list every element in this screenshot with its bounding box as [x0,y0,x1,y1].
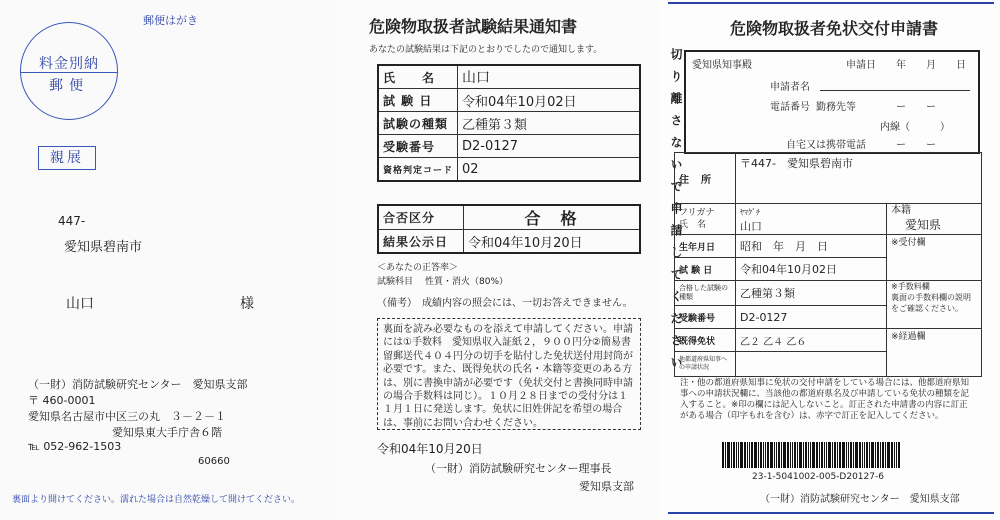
table-row: 試 験 日 令和04年10月02日 [378,89,640,112]
exam-result-panel [335,0,660,520]
postcard-footer-note: 裏面より開けてください。濡れた場合は自然乾燥して開けてください。 [12,495,301,505]
issue-date: 令和04年10月20日 [377,442,483,456]
result-title: 危険物取扱者試験結果通知書 [369,17,578,36]
postage-stamp-mark: 料金別納 郵便 [20,22,118,120]
remarks: （備考） 成績内容の照会には、一切お答えできません。 [377,298,633,309]
table-row: 結果公示日 令和04年10月20日 [378,230,640,254]
table-row: 受験番号 D2-0127 [378,135,640,158]
sender-address-1: 愛知県名古屋市中区三の丸 ３－２－１ [28,410,226,423]
postcard-header: 郵便はがき [143,14,198,27]
license-application-panel [660,0,1000,520]
sender-address-2: 愛知県東大手庁舎６階 [112,426,222,439]
sender-tel: ℡ 052-962-1503 [28,440,122,453]
table-row: 氏 名 山口 [378,65,640,89]
table-row: 資格判定コード 02 [378,158,640,182]
table-row: 生年月日 昭和 年 月 日 ※受付欄 [675,235,982,258]
barcode [722,442,901,468]
sender-org: （一財）消防試験研究センター 愛知県支部 [28,378,248,391]
table-row: 既得免状 乙２ 乙４ 乙６ ※経過欄 [675,329,982,352]
table-row: 合格した試験の種類 乙種第３類 ※手数料欄 裏面の手数料欄の説明をご確認ください。 [675,281,982,306]
sender-postal: 〒 460-0001 [28,394,96,407]
recipient-postal: 447- [58,214,86,228]
result-table [377,64,641,182]
application-notes: 注・他の都道府県知事に免状の交付申請をしている場合には、他都道府県知事への申請状況欄に、当該他の都道府県名及び申請している免状の種類を記入すること。※印の欄には記入しないこと。訂正された申請書の内容に訂正がある場合（印字もれを含む）は、赤字で訂正を記入してください。 [680,378,970,421]
table-row: 他都道府県知事への申請状況 [675,352,982,377]
result-subtitle: あなたの試験結果は下記のとおりでしたので通知します。 [369,45,603,55]
recipient-honorific: 様 [240,296,254,312]
applicant-box: 愛知県知事殿 申請日 年 月 日 申請者名 電話番号 勤務先等 ー ー 内線（ ） 自宅又は携帯電話 ー ー [684,50,980,154]
confidential-mark: 親展 [38,146,96,170]
subject-value: 性質・消火（80%） [425,277,509,287]
sender-code: 60660 [198,456,230,467]
pass-table [377,204,641,254]
application-title: 危険物取扱者免状交付申請書 [730,19,939,38]
table-row: 試験の種類 乙種第３類 [378,112,640,135]
vertical-instruction: 切り離さないで申請してください [669,48,683,378]
correct-rate-title: ＜あなたの正答率＞ [377,263,459,273]
table-row: 試 験 日 令和04年10月02日 [675,258,982,281]
recipient-name: 山口 [66,296,94,312]
center-name: （一財）消防試験研究センター 愛知県支部 [760,494,960,505]
table-row: フリガナ 氏 名 ﾔﾏｸﾞﾁ 山口 本籍 愛知県 [675,204,982,235]
recipient-address: 愛知県碧南市 [64,240,143,255]
application-form [674,152,982,377]
issuer-branch: 愛知県支部 [579,480,634,493]
table-row: 受験番号 D2-0127 [675,306,982,329]
table-row: 住 所 〒447- 愛知県碧南市 [675,153,982,204]
barcode-number: 23-1-5041002-005-D20127-6 [752,472,884,482]
issuer: （一財）消防試験研究センター理事長 [425,462,612,475]
table-row: 合否区分 合 格 [378,205,640,230]
postcard-address-panel [0,0,335,520]
subject-label: 試験科目 [377,277,414,287]
pass-result: 合 格 [464,205,641,230]
instructions-box: 裏面を読み必要なものを添えて申請してください。申請には①手数料 愛知県収入証紙２，９００円分②簡易書留郵送代４０４円分の切手を貼付した免状送付用封筒が必要です。また、既得免状の氏名・本籍等変更のある方は、別に書換申請が必要です（免状交付と書換同時申請の場合手数料は同じ）。１０月２８日までの受付分は１１月１日に発送します。免状に旧姓併記を希望の場合は、事前にお問い合わせください。 [377,318,641,430]
